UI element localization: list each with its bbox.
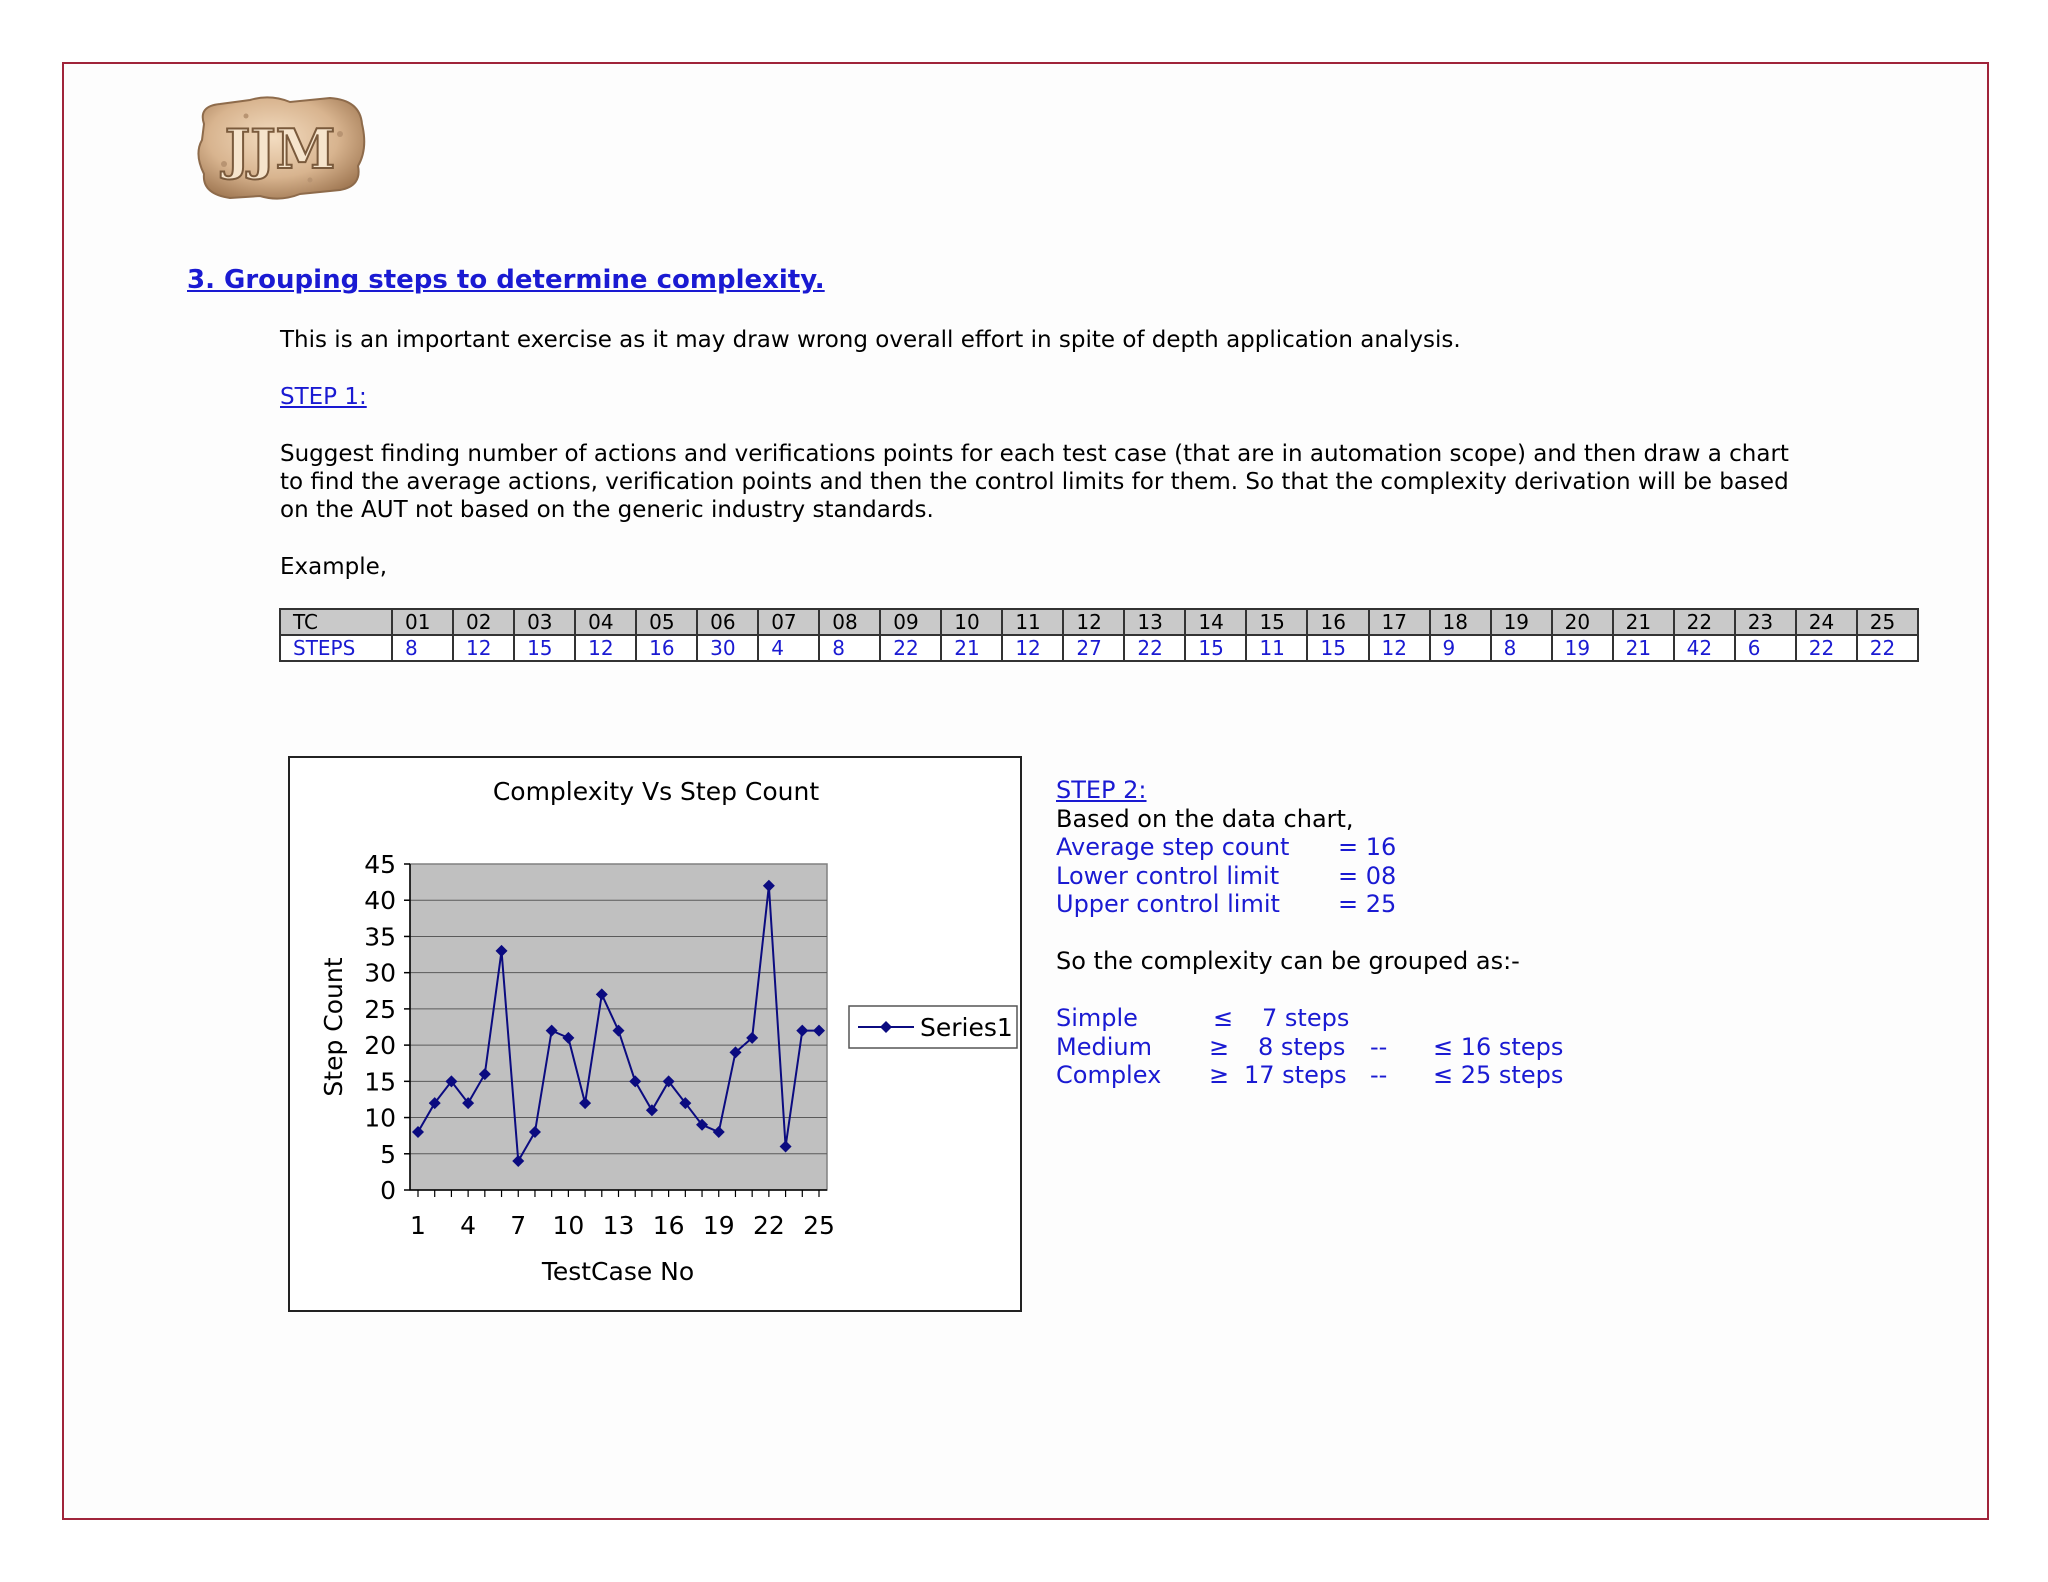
tc-cell: 20 [1552,609,1613,635]
tc-cell: 18 [1430,609,1491,635]
tc-cell: 08 [819,609,880,635]
tc-cell: 22 [1674,609,1735,635]
steps-cell: 11 [1246,635,1307,661]
steps-cell: 15 [1307,635,1368,661]
legend-label: Series1 [920,1013,1013,1042]
x-tick-label: 19 [702,1211,735,1240]
tc-cell: 16 [1307,609,1368,635]
group-upper: ≤ 16 steps [1433,1032,1564,1061]
x-tick-label: 1 [410,1211,426,1240]
jjm-logo [190,94,370,204]
x-tick-label: 7 [510,1211,527,1240]
tc-cell: 21 [1613,609,1674,635]
tc-cell: 05 [636,609,697,635]
steps-cell: 16 [636,635,697,661]
group-name: Simple [1056,1004,1138,1032]
description-line: Suggest finding number of actions and verifications points for each test case (that are in automation scope) and then draw a chart [280,441,1789,467]
y-tick-label: 15 [364,1067,396,1097]
tc-cell: 25 [1857,609,1918,635]
x-tick-label: 13 [602,1211,635,1240]
step2-title: STEP 2: [1056,776,1147,804]
steps-cell: 8 [819,635,880,661]
x-tick-label: 16 [652,1211,685,1240]
stat-value: = 16 [1338,833,1397,861]
group-operator: ≥ [1209,1032,1230,1061]
spacer [1056,976,1520,1005]
x-tick-label: 4 [460,1211,477,1240]
group-steps: 8 steps [1258,1032,1346,1061]
steps-cell: 21 [1613,635,1674,661]
x-tick-label: 25 [803,1211,835,1240]
group-row-medium [1056,1032,1564,1062]
stat-label: Lower control limit [1056,861,1280,890]
group-steps: 17 steps [1244,1061,1347,1089]
y-tick-label: 20 [364,1031,396,1061]
y-tick-label: 0 [380,1176,396,1205]
steps-cell: 19 [1552,635,1613,661]
y-tick-label: 25 [364,994,396,1024]
group-row-simple [1056,1004,1520,1033]
y-tick-label: 10 [364,1103,396,1133]
intro-text: This is an important exercise as it may draw wrong overall effort in spite of depth application analysis. [280,327,1461,353]
tc-cell: 09 [880,609,941,635]
steps-cell: 22 [1796,635,1857,661]
stat-value: = 08 [1338,861,1397,890]
stat-row [1056,890,1520,919]
x-tick-label: 22 [752,1211,785,1240]
tc-cell: 07 [758,609,819,635]
tc-cell: 11 [1002,609,1063,635]
steps-cell: 15 [1185,635,1246,661]
x-axis-label: TestCase No [541,1257,695,1286]
tc-cell: 12 [1063,609,1124,635]
tc-cell: 01 [392,609,453,635]
y-tick-label: 45 [364,850,396,879]
steps-cell: 8 [392,635,453,661]
tc-cell: 10 [941,609,1002,635]
y-tick-label: 30 [364,958,396,988]
step2-panel [1056,776,1564,1090]
grouped-as-text: So the complexity can be grouped as:- [1056,947,1520,975]
steps-cell: 27 [1063,635,1124,661]
group-steps: 7 steps [1262,1004,1350,1032]
group-upper: ≤ 25 steps [1433,1061,1564,1089]
group-operator: ≤ [1213,1004,1234,1032]
group-operator: ≥ [1209,1061,1230,1089]
line-chart [290,758,1020,1310]
steps-cell: 12 [1369,635,1430,661]
steps-cell: 12 [575,635,636,661]
tc-cell: 06 [697,609,758,635]
stat-label: Upper control limit [1056,890,1280,918]
tc-cell: 19 [1491,609,1552,635]
group-name: Medium [1056,1032,1152,1061]
tc-cell: 04 [575,609,636,635]
tc-cell: 23 [1735,609,1796,635]
tc-cell: 15 [1246,609,1307,635]
y-tick-label: 35 [364,922,396,952]
step1-label: STEP 1: [280,384,367,410]
tc-row [280,609,1918,635]
steps-cell: 22 [1857,635,1918,661]
example-label: Example, [280,554,388,580]
steps-row-label: STEPS [280,635,392,661]
group-name: Complex [1056,1061,1162,1089]
steps-cell: 22 [880,635,941,661]
description-line: to find the average actions, verification points and then the control limits for them. So that the complexity derivation will be based [280,469,1789,495]
tc-cell: 13 [1124,609,1185,635]
chart-title: Complexity Vs Step Count [492,777,820,806]
steps-cell: 9 [1430,635,1491,661]
y-axis-label: Step Count [319,957,348,1097]
steps-table [279,608,1919,662]
description [280,440,1840,524]
x-tick-label: 10 [552,1211,585,1240]
tc-cell: 03 [514,609,575,635]
group-separator: -- [1370,1061,1388,1089]
logo-text: JJM [224,117,336,181]
steps-cell: 6 [1735,635,1796,661]
group-separator: -- [1370,1032,1388,1061]
steps-cell: 21 [941,635,1002,661]
stat-value: = 25 [1338,890,1397,918]
chart-container [288,756,1022,1312]
tc-cell: 14 [1185,609,1246,635]
description-line: on the AUT not based on the generic industry standards. [280,497,934,523]
y-tick-label: 5 [380,1139,396,1169]
steps-row [280,635,1918,661]
step2-based-on: Based on the data chart, [1056,804,1354,833]
steps-cell: 15 [514,635,575,661]
steps-cell: 42 [1674,635,1735,661]
stat-row [1056,833,1520,862]
spacer [1056,919,1520,948]
steps-cell: 22 [1124,635,1185,661]
steps-cell: 8 [1491,635,1552,661]
tc-cell: 17 [1369,609,1430,635]
stat-row [1056,862,1520,891]
y-tick-label: 40 [364,886,396,916]
stat-label: Average step count [1056,833,1290,861]
steps-cell: 4 [758,635,819,661]
steps-cell: 12 [453,635,514,661]
group-row-complex [1056,1061,1564,1090]
tc-cell: 02 [453,609,514,635]
tc-row-label: TC [280,609,392,635]
section-heading: 3. Grouping steps to determine complexity. [187,265,825,295]
steps-cell: 12 [1002,635,1063,661]
steps-cell: 30 [697,635,758,661]
tc-cell: 24 [1796,609,1857,635]
